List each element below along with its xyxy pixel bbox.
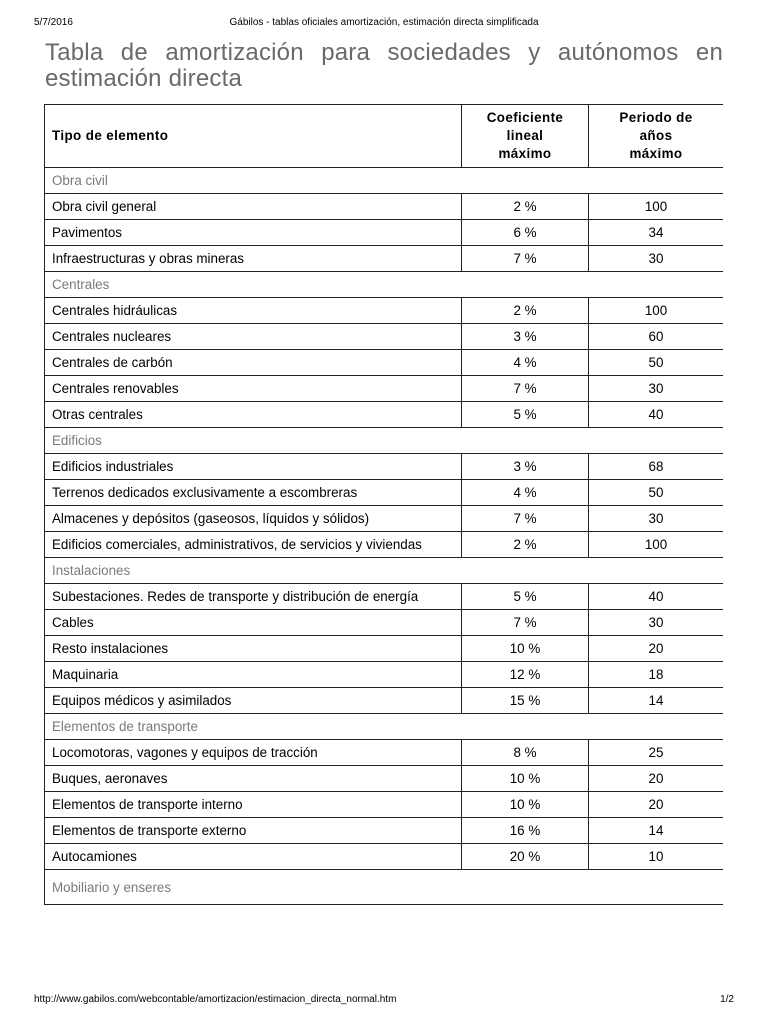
table-row (45, 506, 724, 532)
cell-periodo: 50 (589, 480, 724, 506)
table-row (45, 454, 724, 480)
cell-periodo: 20 (589, 636, 724, 662)
cell-periodo: 34 (589, 220, 724, 246)
table-row (45, 766, 724, 792)
table-row (45, 480, 724, 506)
table-row (45, 610, 724, 636)
cell-coeficiente: 6 % (462, 220, 589, 246)
cell-periodo: 50 (589, 350, 724, 376)
cell-tipo: Elementos de transporte interno (45, 792, 462, 818)
header-periodo-line2: años (639, 128, 673, 143)
cell-periodo: 14 (589, 688, 724, 714)
cell-coeficiente: 4 % (462, 350, 589, 376)
category-label: Elementos de transporte (45, 714, 724, 740)
print-header (34, 17, 734, 31)
table-row (45, 740, 724, 766)
cell-periodo: 20 (589, 792, 724, 818)
category-row (45, 870, 724, 905)
table-row (45, 584, 724, 610)
table-row (45, 688, 724, 714)
cell-tipo: Resto instalaciones (45, 636, 462, 662)
cell-tipo: Obra civil general (45, 194, 462, 220)
header-coeficiente-line1: Coeficiente (486, 110, 564, 125)
cell-tipo: Centrales hidráulicas (45, 298, 462, 324)
cell-tipo: Almacenes y depósitos (gaseosos, líquidos y sólidos) (45, 506, 462, 532)
cell-periodo: 18 (589, 662, 724, 688)
cell-coeficiente: 8 % (462, 740, 589, 766)
cell-tipo: Pavimentos (45, 220, 462, 246)
cell-tipo: Infraestructuras y obras mineras (45, 246, 462, 272)
cell-tipo: Otras centrales (45, 402, 462, 428)
cell-coeficiente: 7 % (462, 246, 589, 272)
cell-periodo: 14 (589, 818, 724, 844)
cell-periodo: 30 (589, 376, 724, 402)
cell-tipo: Centrales renovables (45, 376, 462, 402)
category-label: Mobiliario y enseres (45, 870, 724, 905)
category-label: Instalaciones (45, 558, 724, 584)
cell-tipo: Terrenos dedicados exclusivamente a escombreras (45, 480, 462, 506)
cell-periodo: 68 (589, 454, 724, 480)
cell-coeficiente: 12 % (462, 662, 589, 688)
category-row (45, 714, 724, 740)
cell-coeficiente: 7 % (462, 376, 589, 402)
cell-coeficiente: 3 % (462, 454, 589, 480)
cell-coeficiente: 10 % (462, 792, 589, 818)
cell-tipo: Edificios comerciales, administrativos, de servicios y viviendas (45, 532, 462, 558)
table-row (45, 246, 724, 272)
table-row (45, 350, 724, 376)
table-row (45, 402, 724, 428)
category-row (45, 558, 724, 584)
cell-periodo: 30 (589, 246, 724, 272)
cell-coeficiente: 20 % (462, 844, 589, 870)
cell-periodo: 20 (589, 766, 724, 792)
cell-coeficiente: 2 % (462, 298, 589, 324)
header-coeficiente-line3: máximo (498, 146, 552, 161)
cell-coeficiente: 15 % (462, 688, 589, 714)
amortization-table (44, 104, 723, 905)
table-row (45, 324, 724, 350)
cell-periodo: 100 (589, 194, 724, 220)
cell-tipo: Maquinaria (45, 662, 462, 688)
category-label: Edificios (45, 428, 724, 454)
table-body (45, 168, 724, 905)
table-row (45, 636, 724, 662)
cell-coeficiente: 7 % (462, 506, 589, 532)
cell-periodo: 40 (589, 402, 724, 428)
cell-tipo: Buques, aeronaves (45, 766, 462, 792)
cell-coeficiente: 5 % (462, 402, 589, 428)
cell-tipo: Elementos de transporte externo (45, 818, 462, 844)
page-number: 1/2 (720, 994, 734, 1005)
cell-periodo: 30 (589, 506, 724, 532)
cell-coeficiente: 5 % (462, 584, 589, 610)
cell-periodo: 25 (589, 740, 724, 766)
cell-periodo: 100 (589, 532, 724, 558)
print-url: http://www.gabilos.com/webcontable/amortizacion/estimacion_directa_normal.htm (34, 994, 397, 1005)
cell-tipo: Centrales nucleares (45, 324, 462, 350)
table-row (45, 220, 724, 246)
cell-coeficiente: 4 % (462, 480, 589, 506)
cell-periodo: 30 (589, 610, 724, 636)
cell-periodo: 100 (589, 298, 724, 324)
header-tipo: Tipo de elemento (45, 105, 462, 168)
cell-tipo: Edificios industriales (45, 454, 462, 480)
table-row (45, 298, 724, 324)
cell-periodo: 40 (589, 584, 724, 610)
cell-tipo: Equipos médicos y asimilados (45, 688, 462, 714)
cell-coeficiente: 10 % (462, 766, 589, 792)
amortization-table-container (44, 104, 723, 992)
cell-tipo: Locomotoras, vagones y equipos de tracción (45, 740, 462, 766)
print-footer (34, 994, 734, 1008)
table-header-row (45, 105, 724, 168)
cell-coeficiente: 16 % (462, 818, 589, 844)
cell-coeficiente: 2 % (462, 194, 589, 220)
table-row (45, 532, 724, 558)
header-coeficiente (462, 105, 589, 168)
page-title: Tabla de amortización para sociedades y autónomos en estimación directa (45, 39, 723, 92)
header-periodo-line3: máximo (629, 146, 683, 161)
cell-coeficiente: 3 % (462, 324, 589, 350)
category-row (45, 272, 724, 298)
table-row (45, 818, 724, 844)
category-label: Obra civil (45, 168, 724, 194)
cell-tipo: Subestaciones. Redes de transporte y distribución de energía (45, 584, 462, 610)
table-row (45, 844, 724, 870)
table-row (45, 194, 724, 220)
cell-coeficiente: 10 % (462, 636, 589, 662)
cell-coeficiente: 2 % (462, 532, 589, 558)
table-row (45, 662, 724, 688)
cell-coeficiente: 7 % (462, 610, 589, 636)
cell-tipo: Centrales de carbón (45, 350, 462, 376)
header-coeficiente-line2: lineal (506, 128, 544, 143)
table-row (45, 376, 724, 402)
header-periodo (589, 105, 724, 168)
category-label: Centrales (45, 272, 724, 298)
cell-tipo: Cables (45, 610, 462, 636)
print-date: 5/7/2016 (34, 17, 73, 28)
table-row (45, 792, 724, 818)
print-doc-title: Gábilos - tablas oficiales amortización, estimación directa simplificada (229, 17, 539, 28)
cell-periodo: 60 (589, 324, 724, 350)
category-row (45, 428, 724, 454)
cell-tipo: Autocamiones (45, 844, 462, 870)
cell-periodo: 10 (589, 844, 724, 870)
category-row (45, 168, 724, 194)
header-periodo-line1: Periodo de (619, 110, 693, 125)
